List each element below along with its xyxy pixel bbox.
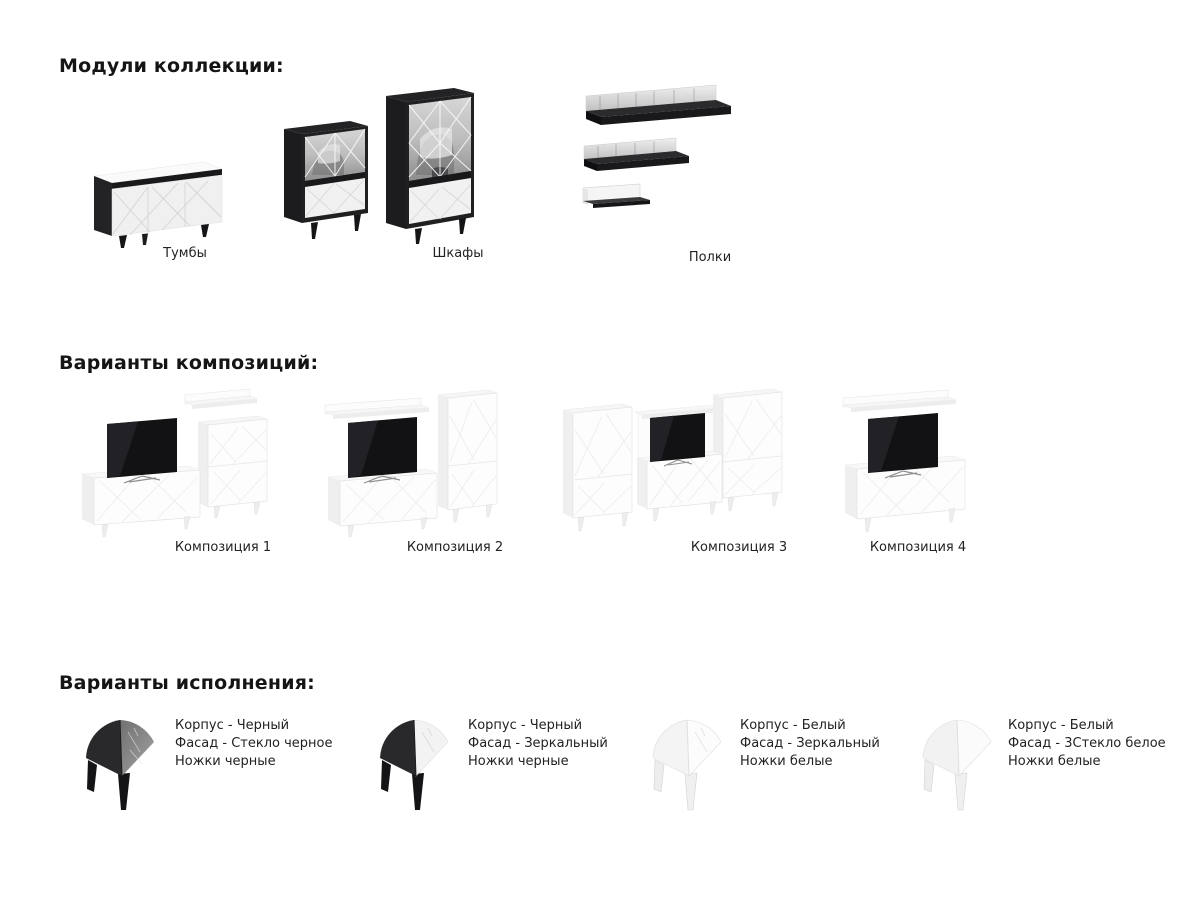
composition-3-image — [558, 384, 788, 536]
composition-1-image — [80, 388, 310, 538]
tv-stand-image — [82, 156, 234, 250]
finish-sample-2-image — [372, 712, 456, 814]
finish-3-text — [740, 717, 880, 771]
finish-4-line-3: Ножки белые — [1008, 754, 1101, 769]
cabinets-label: Шкафы — [432, 246, 484, 261]
shelves-label: Полки — [688, 250, 732, 265]
finish-1-line-1: Корпус - Черный — [175, 718, 290, 733]
shelves-image — [578, 84, 736, 216]
finish-1-line-2: Фасад - Стекло черное — [175, 736, 333, 751]
finish-4-text — [1008, 717, 1166, 771]
composition-2-image — [322, 386, 502, 538]
finish-1-line-3: Ножки черные — [175, 754, 276, 769]
modules-section-title: Модули коллекции: — [59, 55, 284, 77]
finish-2-text — [468, 717, 608, 771]
cabinets-image — [282, 83, 494, 245]
finish-4-line-2: Фасад - 3Стекло белое — [1008, 736, 1166, 751]
finish-sample-3-image — [645, 712, 729, 814]
composition-3-label: Композиция 3 — [690, 540, 788, 555]
composition-1-label: Композиция 1 — [174, 540, 272, 555]
finish-3-line-2: Фасад - Зеркальный — [740, 736, 880, 751]
finish-sample-4-image — [915, 712, 999, 814]
finish-2-line-3: Ножки черные — [468, 754, 569, 769]
finish-2-line-1: Корпус - Черный — [468, 718, 583, 733]
finishes-section-title: Варианты исполнения: — [59, 672, 315, 694]
finish-2-line-2: Фасад - Зеркальный — [468, 736, 608, 751]
tv-stand-label: Тумбы — [163, 246, 207, 261]
finish-1-text — [175, 717, 333, 771]
finish-4-line-1: Корпус - Белый — [1008, 718, 1114, 733]
finish-sample-1-image — [78, 712, 162, 814]
composition-4-image — [838, 386, 973, 538]
compositions-section-title: Варианты композиций: — [59, 352, 319, 374]
finish-3-line-1: Корпус - Белый — [740, 718, 846, 733]
composition-4-label: Композиция 4 — [869, 540, 967, 555]
composition-2-label: Композиция 2 — [406, 540, 504, 555]
finish-3-line-3: Ножки белые — [740, 754, 833, 769]
